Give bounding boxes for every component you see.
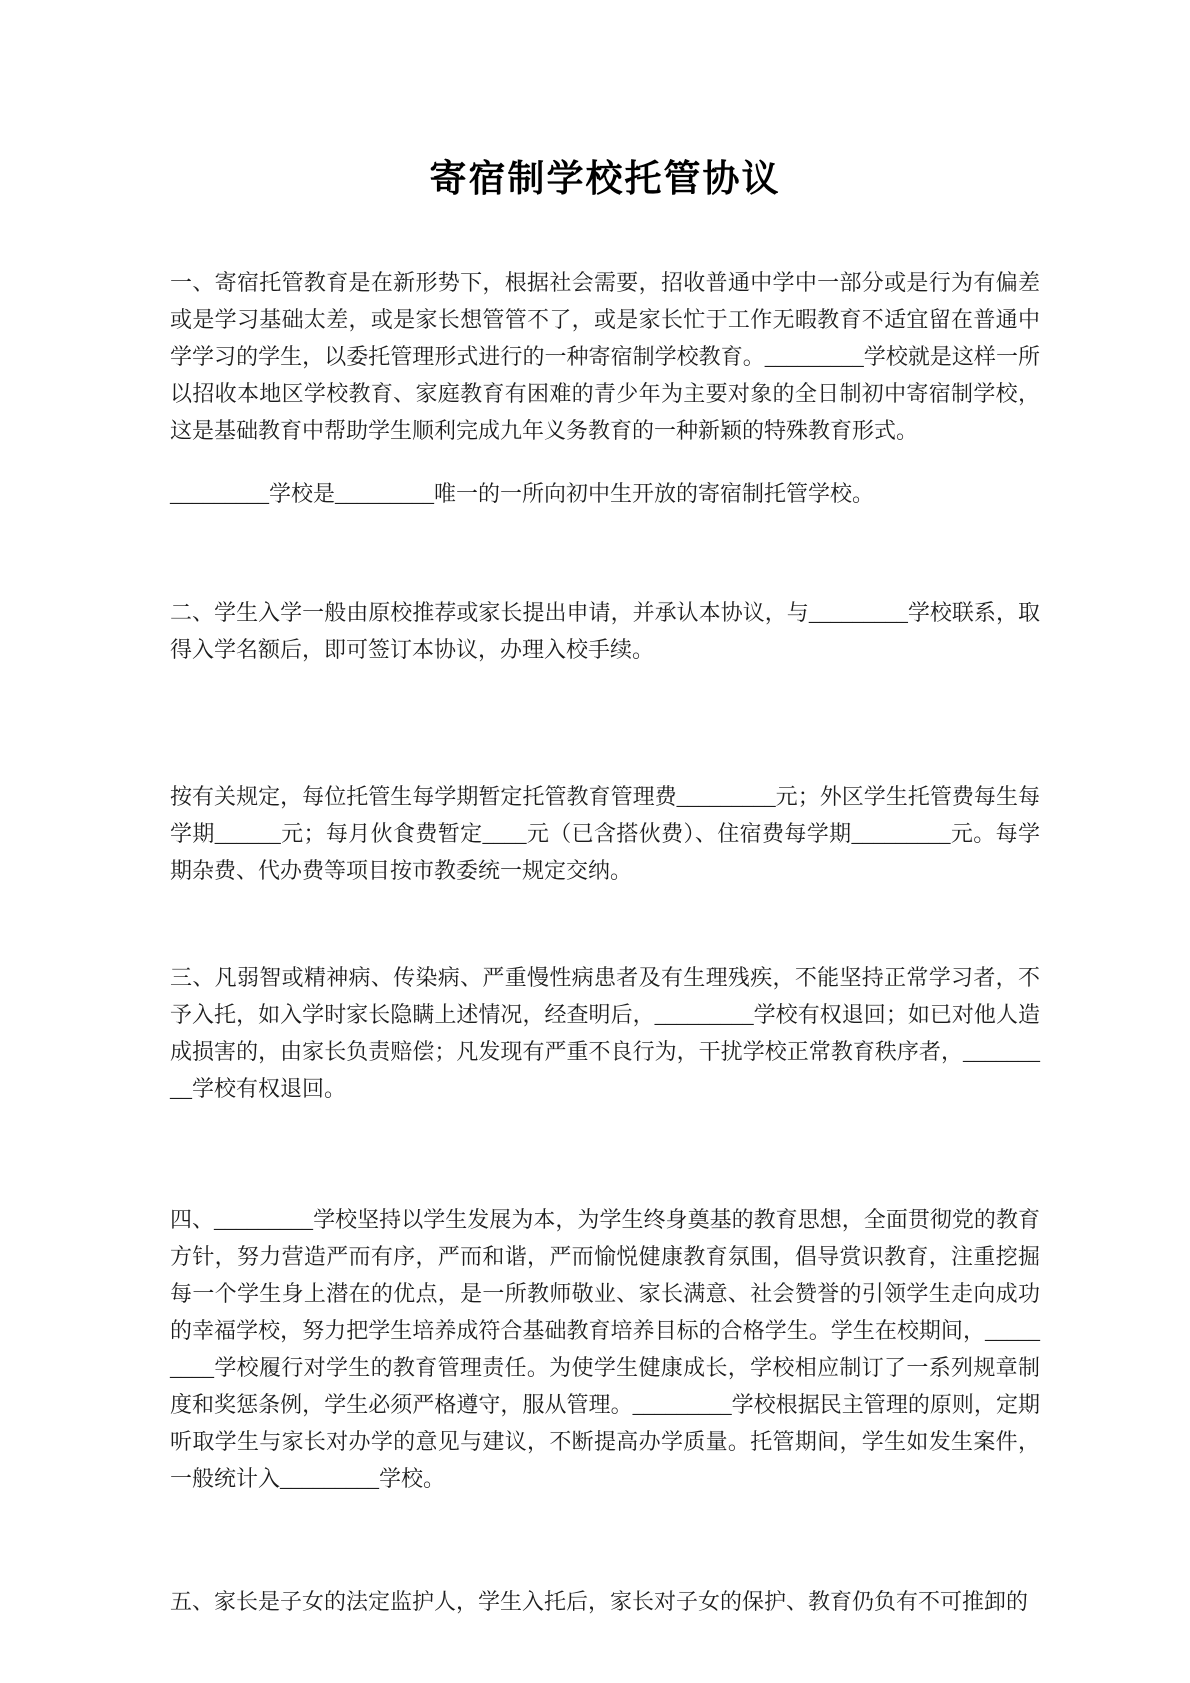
paragraph-2-school-statement: _________学校是_________唯一的一所向初中生开放的寄宿制托管学校。	[170, 481, 875, 506]
paragraph-4-fees: 按有关规定，每位托管生每学期暂定托管教育管理费_________元；外区学生托管费每生每学期______元；每月伙食费暂定____元（已含搭伙费）、住宿费每学期_________元。每学期杂费、代办费等项目按市教委统一规定交纳。	[170, 784, 1040, 883]
paragraph-5-health-conditions: 三、凡弱智或精神病、传染病、严重慢性病患者及有生理残疾，不能坚持正常学习者，不予入托，如入学时家长隐瞒上述情况，经查明后，_________学校有权退回；如已对他人造成损害的，由家长负责赔偿；凡发现有严重不良行为，干扰学校正常教育秩序者，_________学校有权退回。	[170, 965, 1040, 1101]
paragraph-7-guardian: 五、家长是子女的法定监护人，学生入托后，家长对子女的保护、教育仍负有不可推卸的	[170, 1589, 1029, 1614]
paragraph-3-enrollment: 二、学生入学一般由原校推荐或家长提出申请，并承认本协议，与_________学校联系，取得入学名额后，即可签订本协议，办理入校手续。	[170, 600, 1040, 662]
document-title: 寄宿制学校托管协议	[429, 159, 781, 200]
paragraph-6-school-responsibility: 四、_________学校坚持以学生发展为本，为学生终身奠基的教育思想，全面贯彻党的教育方针，努力营造严而有序，严而和谐，严而愉悦健康教育氛围，倡导赏识教育，注重挖掘每一个学生身上潜在的优点，是一所教师敬业、家长满意、社会赞誉的引领学生走向成功的幸福学校，努力把学生培养成符合基础教育培养目标的合格学生。学生在校期间，_________学校履行对学生的教育管理责任。为使学生健康成长，学校相应制订了一系列规章制度和奖惩条例，学生必须严格遵守，服从管理。_________学校根据民主管理的原则，定期听取学生与家长对办学的意见与建议，不断提高办学质量。托管期间，学生如发生案件，一般统计入_________学校。	[170, 1207, 1040, 1491]
paragraph-1-intro: 一、寄宿托管教育是在新形势下，根据社会需要，招收普通中学中一部分或是行为有偏差或是学习基础太差，或是家长想管管不了，或是家长忙于工作无暇教育不适宜留在普通中学学习的学生，以委托管理形式进行的一种寄宿制学校教育。_________学校就是这样一所以招收本地区学校教育、家庭教育有困难的青少年为主要对象的全日制初中寄宿制学校，这是基础教育中帮助学生顺利完成九年义务教育的一种新颖的特殊教育形式。	[170, 270, 1040, 443]
